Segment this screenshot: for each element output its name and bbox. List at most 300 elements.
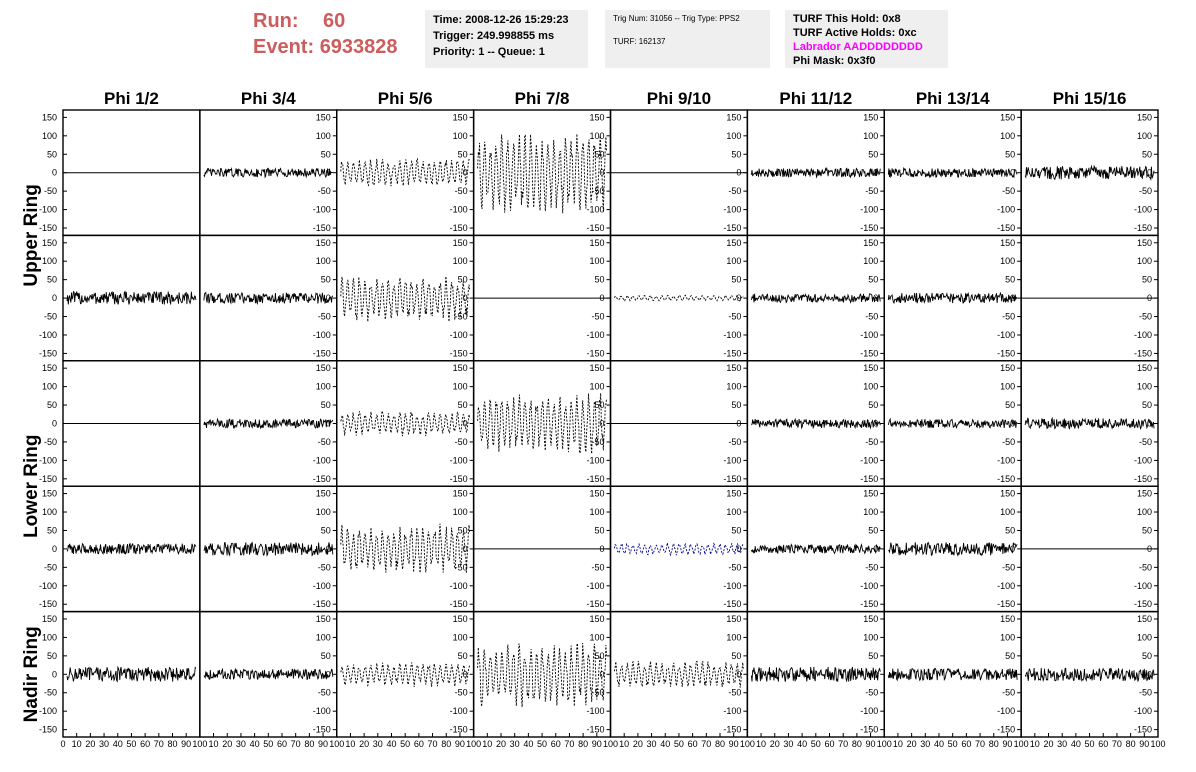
x-tick-label: 80 (1125, 739, 1136, 749)
y-tick-label: 0 (325, 167, 331, 178)
row-title: Nadir Ring (21, 626, 42, 723)
y-tick-label: 100 (863, 130, 879, 141)
y-tick-label: -50 (1138, 311, 1152, 322)
y-tick-label: 0 (736, 669, 742, 680)
y-tick-label: 0 (599, 293, 605, 304)
waveform-trace (888, 293, 1017, 303)
x-tick-label: 30 (783, 739, 794, 749)
x-tick-label: 90 (728, 739, 739, 749)
y-tick-label: 0 (873, 293, 879, 304)
waveform-trace (1025, 418, 1154, 428)
y-tick-label: 0 (325, 669, 331, 680)
y-tick-label: 0 (873, 418, 879, 429)
y-tick-label: -100 (38, 329, 57, 340)
y-tick-label: 50 (46, 149, 57, 160)
y-tick-label: 0 (325, 293, 331, 304)
y-tick-label: 100 (589, 256, 605, 267)
y-tick-label: -100 (860, 204, 879, 215)
y-tick-label: 0 (1146, 543, 1152, 554)
y-tick-label: 50 (1005, 650, 1016, 661)
y-tick-label: -100 (312, 329, 331, 340)
y-tick-label: 50 (594, 400, 605, 411)
y-tick-label: -150 (312, 348, 331, 359)
column-title: Phi 7/8 (514, 89, 570, 108)
y-tick-label: 50 (594, 149, 605, 160)
time-text: Time: 2008-12-26 15:29:23 (433, 14, 569, 26)
x-tick-label: 80 (988, 739, 999, 749)
y-tick-label: -50 (454, 562, 468, 573)
waveform-panel (39, 486, 200, 611)
y-tick-label: 0 (736, 543, 742, 554)
y-tick-label: -50 (728, 687, 742, 698)
waveform-panel (1021, 486, 1158, 611)
y-tick-label: 150 (41, 237, 57, 248)
waveform-trace (341, 411, 470, 436)
y-tick-label: -100 (1133, 329, 1152, 340)
y-tick-label: -50 (865, 311, 879, 322)
y-tick-label: -150 (860, 473, 879, 484)
x-tick-label: 30 (920, 739, 931, 749)
x-tick-label: 70 (564, 739, 575, 749)
x-tick-label: 50 (947, 739, 958, 749)
y-tick-label: 150 (1136, 363, 1152, 374)
y-tick-label: 150 (863, 112, 879, 123)
x-tick-label: 30 (646, 739, 657, 749)
y-tick-label: 0 (1010, 543, 1016, 554)
y-tick-label: 50 (731, 149, 742, 160)
y-tick-label: -100 (38, 580, 57, 591)
y-tick-label: 100 (41, 632, 57, 643)
trigger-text: Trigger: 249.998855 ms (433, 30, 555, 42)
x-tick-label: 20 (906, 739, 917, 749)
y-tick-label: -50 (1002, 186, 1016, 197)
column-title: Phi 13/14 (915, 89, 990, 108)
y-tick-label: -100 (723, 706, 742, 717)
y-tick-label: 50 (1005, 525, 1016, 536)
y-tick-label: -150 (586, 724, 605, 735)
y-tick-label: -50 (1002, 436, 1016, 447)
x-tick-label: 40 (660, 739, 671, 749)
x-tick-label: 50 (126, 739, 137, 749)
y-tick-label: -150 (38, 599, 57, 610)
y-tick-label: -150 (449, 223, 468, 234)
waveform-trace (67, 292, 196, 305)
y-tick-label: -50 (591, 311, 605, 322)
y-tick-label: -50 (1002, 687, 1016, 698)
waveform-panel (884, 361, 1021, 486)
x-tick-label: 10 (71, 739, 82, 749)
x-tick-label: 70 (290, 739, 301, 749)
waveform-trace (204, 542, 333, 555)
y-tick-label: 0 (51, 167, 57, 178)
x-tick-label: 50 (537, 739, 548, 749)
y-tick-label: 150 (41, 363, 57, 374)
y-tick-label: -150 (860, 348, 879, 359)
y-tick-label: 150 (315, 488, 331, 499)
column-title: Phi 15/16 (1052, 89, 1127, 108)
y-tick-label: -50 (591, 436, 605, 447)
y-tick-label: -100 (586, 455, 605, 466)
y-tick-label: 150 (315, 237, 331, 248)
panel-frame (337, 361, 474, 486)
y-tick-label: -100 (723, 329, 742, 340)
x-tick-label: 80 (441, 739, 452, 749)
y-tick-label: -100 (997, 580, 1016, 591)
y-tick-label: 0 (1146, 418, 1152, 429)
y-tick-label: 50 (868, 274, 879, 285)
y-tick-label: 0 (462, 669, 468, 680)
x-tick-label: 100 (739, 739, 755, 749)
y-tick-label: -150 (312, 473, 331, 484)
y-tick-label: -100 (38, 455, 57, 466)
waveform-trace (478, 134, 607, 213)
y-tick-label: 0 (873, 543, 879, 554)
waveform-panel (747, 486, 884, 611)
y-tick-label: -50 (591, 687, 605, 698)
y-tick-label: 150 (315, 363, 331, 374)
y-tick-label: 100 (589, 130, 605, 141)
panel-frame (474, 110, 611, 235)
y-tick-label: 100 (315, 632, 331, 643)
x-tick-label: 100 (466, 739, 482, 749)
y-tick-label: 150 (1000, 237, 1016, 248)
y-tick-label: 50 (457, 650, 468, 661)
trig-text: Trig Num: 31056 -- Trig Type: PPS2 (613, 14, 740, 23)
y-tick-label: -150 (38, 724, 57, 735)
y-tick-label: 150 (726, 112, 742, 123)
y-tick-label: 150 (863, 613, 879, 624)
y-tick-label: -50 (317, 562, 331, 573)
y-tick-label: 50 (594, 650, 605, 661)
y-tick-label: -100 (312, 455, 331, 466)
y-tick-label: 100 (41, 381, 57, 392)
y-tick-label: -50 (43, 687, 57, 698)
waveform-panel (884, 110, 1021, 235)
y-tick-label: -150 (449, 599, 468, 610)
y-tick-label: 150 (863, 488, 879, 499)
y-tick-label: 0 (1146, 669, 1152, 680)
y-tick-label: 100 (41, 507, 57, 518)
y-tick-label: 50 (46, 274, 57, 285)
y-tick-label: 50 (731, 650, 742, 661)
y-tick-label: 100 (1136, 130, 1152, 141)
y-tick-label: -50 (43, 436, 57, 447)
y-tick-label: 0 (1010, 293, 1016, 304)
y-tick-label: -50 (1138, 562, 1152, 573)
x-tick-label: 50 (1084, 739, 1095, 749)
x-tick-label: 30 (372, 739, 383, 749)
y-tick-label: 0 (736, 418, 742, 429)
y-tick-label: 50 (457, 525, 468, 536)
y-tick-label: -50 (591, 186, 605, 197)
y-tick-label: -100 (586, 580, 605, 591)
x-tick-label: 90 (454, 739, 465, 749)
y-tick-label: 150 (589, 488, 605, 499)
y-tick-label: 100 (315, 381, 331, 392)
y-tick-label: 0 (51, 293, 57, 304)
waveform-panel (474, 486, 611, 611)
y-tick-label: 100 (452, 256, 468, 267)
x-tick-label: 40 (112, 739, 123, 749)
y-tick-label: 50 (46, 400, 57, 411)
y-tick-label: 100 (315, 130, 331, 141)
waveform-panel (747, 110, 884, 235)
waveform-trace (341, 158, 470, 186)
waveform-panel (474, 110, 611, 235)
x-tick-label: 90 (1139, 739, 1150, 749)
y-tick-label: 100 (1136, 256, 1152, 267)
waveform-panel (39, 235, 200, 360)
waveform-panel (474, 612, 611, 737)
y-tick-label: -150 (723, 223, 742, 234)
y-tick-label: 0 (462, 293, 468, 304)
x-tick-label: 70 (427, 739, 438, 749)
x-tick-label: 80 (167, 739, 178, 749)
y-tick-label: -50 (317, 311, 331, 322)
y-tick-label: -50 (728, 436, 742, 447)
y-tick-label: 100 (726, 381, 742, 392)
y-tick-label: 150 (1000, 613, 1016, 624)
waveform-panel (200, 361, 337, 486)
y-tick-label: 150 (1000, 488, 1016, 499)
x-tick-label: 10 (619, 739, 630, 749)
y-tick-label: -100 (38, 706, 57, 717)
y-tick-label: -50 (1002, 311, 1016, 322)
y-tick-label: -50 (454, 186, 468, 197)
y-tick-label: -150 (312, 223, 331, 234)
row-title: Upper Ring (21, 184, 42, 287)
y-tick-label: 50 (868, 525, 879, 536)
y-tick-label: -50 (317, 436, 331, 447)
x-tick-label: 40 (249, 739, 260, 749)
y-tick-label: -150 (38, 473, 57, 484)
y-tick-label: 150 (1136, 112, 1152, 123)
x-tick-label: 40 (1070, 739, 1081, 749)
y-tick-label: 50 (1141, 274, 1152, 285)
y-tick-label: 50 (320, 650, 331, 661)
y-tick-label: -150 (997, 599, 1016, 610)
waveform-trace (888, 419, 1017, 428)
y-tick-label: 50 (1005, 400, 1016, 411)
y-tick-label: -100 (449, 204, 468, 215)
waveform-panel (474, 361, 611, 486)
waveform-trace (1025, 668, 1154, 681)
y-tick-label: 0 (462, 543, 468, 554)
x-tick-label: 100 (1150, 739, 1166, 749)
x-tick-label: 100 (602, 739, 619, 749)
y-tick-label: 100 (1000, 256, 1016, 267)
x-tick-label: 50 (810, 739, 821, 749)
y-tick-label: -150 (449, 348, 468, 359)
y-tick-label: -150 (1133, 473, 1152, 484)
y-tick-label: 100 (726, 507, 742, 518)
x-tick-label: 10 (1029, 739, 1040, 749)
y-tick-label: 150 (452, 613, 468, 624)
y-tick-label: 150 (726, 363, 742, 374)
y-tick-label: 0 (1146, 167, 1152, 178)
y-tick-label: 50 (46, 525, 57, 536)
y-tick-label: -100 (723, 204, 742, 215)
y-tick-label: -100 (586, 204, 605, 215)
y-tick-label: 100 (1000, 632, 1016, 643)
y-tick-label: 50 (868, 400, 879, 411)
x-tick-label: 100 (192, 739, 208, 749)
run-value: 60 (323, 10, 346, 32)
y-tick-label: 100 (1000, 381, 1016, 392)
y-tick-label: 0 (51, 543, 57, 554)
y-tick-label: -150 (723, 724, 742, 735)
y-tick-label: -50 (591, 562, 605, 573)
y-tick-label: -150 (38, 348, 57, 359)
y-tick-label: 0 (736, 167, 742, 178)
y-tick-label: 50 (868, 650, 879, 661)
x-tick-label: 50 (400, 739, 411, 749)
y-tick-label: -50 (43, 311, 57, 322)
y-tick-label: 100 (41, 130, 57, 141)
y-tick-label: -150 (38, 223, 57, 234)
y-tick-label: 50 (1005, 149, 1016, 160)
x-tick-label: 90 (181, 739, 192, 749)
y-tick-label: 0 (462, 167, 468, 178)
column-title: Phi 9/10 (646, 89, 712, 108)
y-tick-label: 50 (731, 400, 742, 411)
waveform-trace (67, 544, 196, 554)
y-tick-label: 100 (1000, 507, 1016, 518)
waveform-panel (39, 110, 200, 235)
y-tick-label: -150 (997, 473, 1016, 484)
x-tick-label: 80 (714, 739, 726, 749)
y-tick-label: -50 (454, 687, 468, 698)
x-tick-label: 40 (523, 739, 534, 749)
y-tick-label: -100 (449, 329, 468, 340)
waveform-trace (615, 543, 744, 555)
y-tick-label: -150 (997, 724, 1016, 735)
x-tick-label: 40 (933, 739, 945, 749)
y-tick-label: 50 (457, 149, 468, 160)
y-tick-label: 150 (315, 613, 331, 624)
y-tick-label: 50 (731, 274, 742, 285)
y-tick-label: -50 (865, 562, 879, 573)
y-tick-label: 50 (594, 274, 605, 285)
y-tick-label: -50 (317, 186, 331, 197)
y-tick-label: -150 (860, 223, 879, 234)
waveform-panel (200, 486, 337, 611)
y-tick-label: -100 (1133, 204, 1152, 215)
x-tick-label: 30 (509, 739, 520, 749)
y-tick-label: -150 (1133, 223, 1152, 234)
y-tick-label: -100 (997, 455, 1016, 466)
waveform-panel (39, 361, 200, 486)
y-tick-label: -150 (723, 599, 742, 610)
y-tick-label: 0 (1010, 669, 1016, 680)
x-tick-label: 20 (769, 739, 780, 749)
y-tick-label: 50 (1005, 274, 1016, 285)
y-tick-label: 100 (726, 130, 742, 141)
y-tick-label: 150 (589, 363, 605, 374)
waveform-trace (341, 524, 470, 574)
y-tick-label: -50 (43, 186, 57, 197)
y-tick-label: 150 (41, 112, 57, 123)
y-tick-label: -50 (43, 562, 57, 573)
y-tick-label: 0 (873, 669, 879, 680)
waveform-panel (611, 361, 748, 486)
y-tick-label: -100 (586, 706, 605, 717)
y-tick-label: -100 (449, 455, 468, 466)
x-tick-label: 100 (329, 739, 345, 749)
y-tick-label: -150 (1133, 348, 1152, 359)
y-tick-label: -50 (865, 186, 879, 197)
waveform-panel (200, 612, 337, 737)
waveform-trace (341, 662, 470, 687)
x-tick-label: 90 (318, 739, 329, 749)
waveform-trace (204, 168, 333, 177)
y-tick-label: 100 (1136, 507, 1152, 518)
y-tick-label: 150 (1136, 488, 1152, 499)
y-tick-label: 0 (599, 669, 605, 680)
y-tick-label: 0 (599, 543, 605, 554)
y-tick-label: 100 (863, 256, 879, 267)
y-tick-label: 100 (1136, 381, 1152, 392)
y-tick-label: 150 (1136, 613, 1152, 624)
waveform-trace (204, 419, 333, 428)
x-tick-label: 50 (673, 739, 684, 749)
y-tick-label: 50 (1141, 525, 1152, 536)
waveform-panel (474, 235, 611, 360)
y-tick-label: 150 (589, 613, 605, 624)
y-tick-label: -100 (312, 580, 331, 591)
y-tick-label: 150 (1000, 112, 1016, 123)
y-tick-label: 150 (452, 363, 468, 374)
panel-frame (337, 110, 474, 235)
y-tick-label: -100 (1133, 580, 1152, 591)
y-tick-label: -50 (1138, 186, 1152, 197)
y-tick-label: 150 (589, 237, 605, 248)
waveform-panel (747, 361, 884, 486)
x-tick-label: 20 (632, 739, 643, 749)
y-tick-label: 0 (599, 167, 605, 178)
x-tick-label: 40 (386, 739, 397, 749)
y-tick-label: 100 (315, 256, 331, 267)
y-tick-label: 100 (1136, 632, 1152, 643)
waveform-panel (337, 110, 474, 235)
y-tick-label: -50 (317, 687, 331, 698)
waveform-panel (337, 612, 474, 737)
y-tick-label: -150 (997, 348, 1016, 359)
waveform-trace (204, 669, 333, 679)
y-tick-label: 100 (1000, 130, 1016, 141)
waveform-trace (615, 293, 744, 304)
y-tick-label: -100 (38, 204, 57, 215)
y-tick-label: -150 (449, 724, 468, 735)
x-tick-label: 10 (208, 739, 219, 749)
y-tick-label: -50 (1138, 687, 1152, 698)
y-tick-label: -50 (728, 311, 742, 322)
y-tick-label: -150 (586, 223, 605, 234)
y-tick-label: 100 (41, 256, 57, 267)
x-tick-label: 60 (1098, 739, 1109, 749)
y-tick-label: 150 (726, 488, 742, 499)
waveform-trace (751, 294, 880, 303)
y-tick-label: 50 (320, 525, 331, 536)
waveform-panel (747, 612, 884, 737)
x-tick-label: 70 (153, 739, 164, 749)
phi-mask-text: Phi Mask: 0x3f0 (793, 55, 876, 67)
y-tick-label: -150 (312, 724, 331, 735)
y-tick-label: -50 (1002, 562, 1016, 573)
waveform-panel (1021, 361, 1158, 486)
x-tick-label: 0 (60, 739, 66, 749)
y-tick-label: -150 (586, 473, 605, 484)
